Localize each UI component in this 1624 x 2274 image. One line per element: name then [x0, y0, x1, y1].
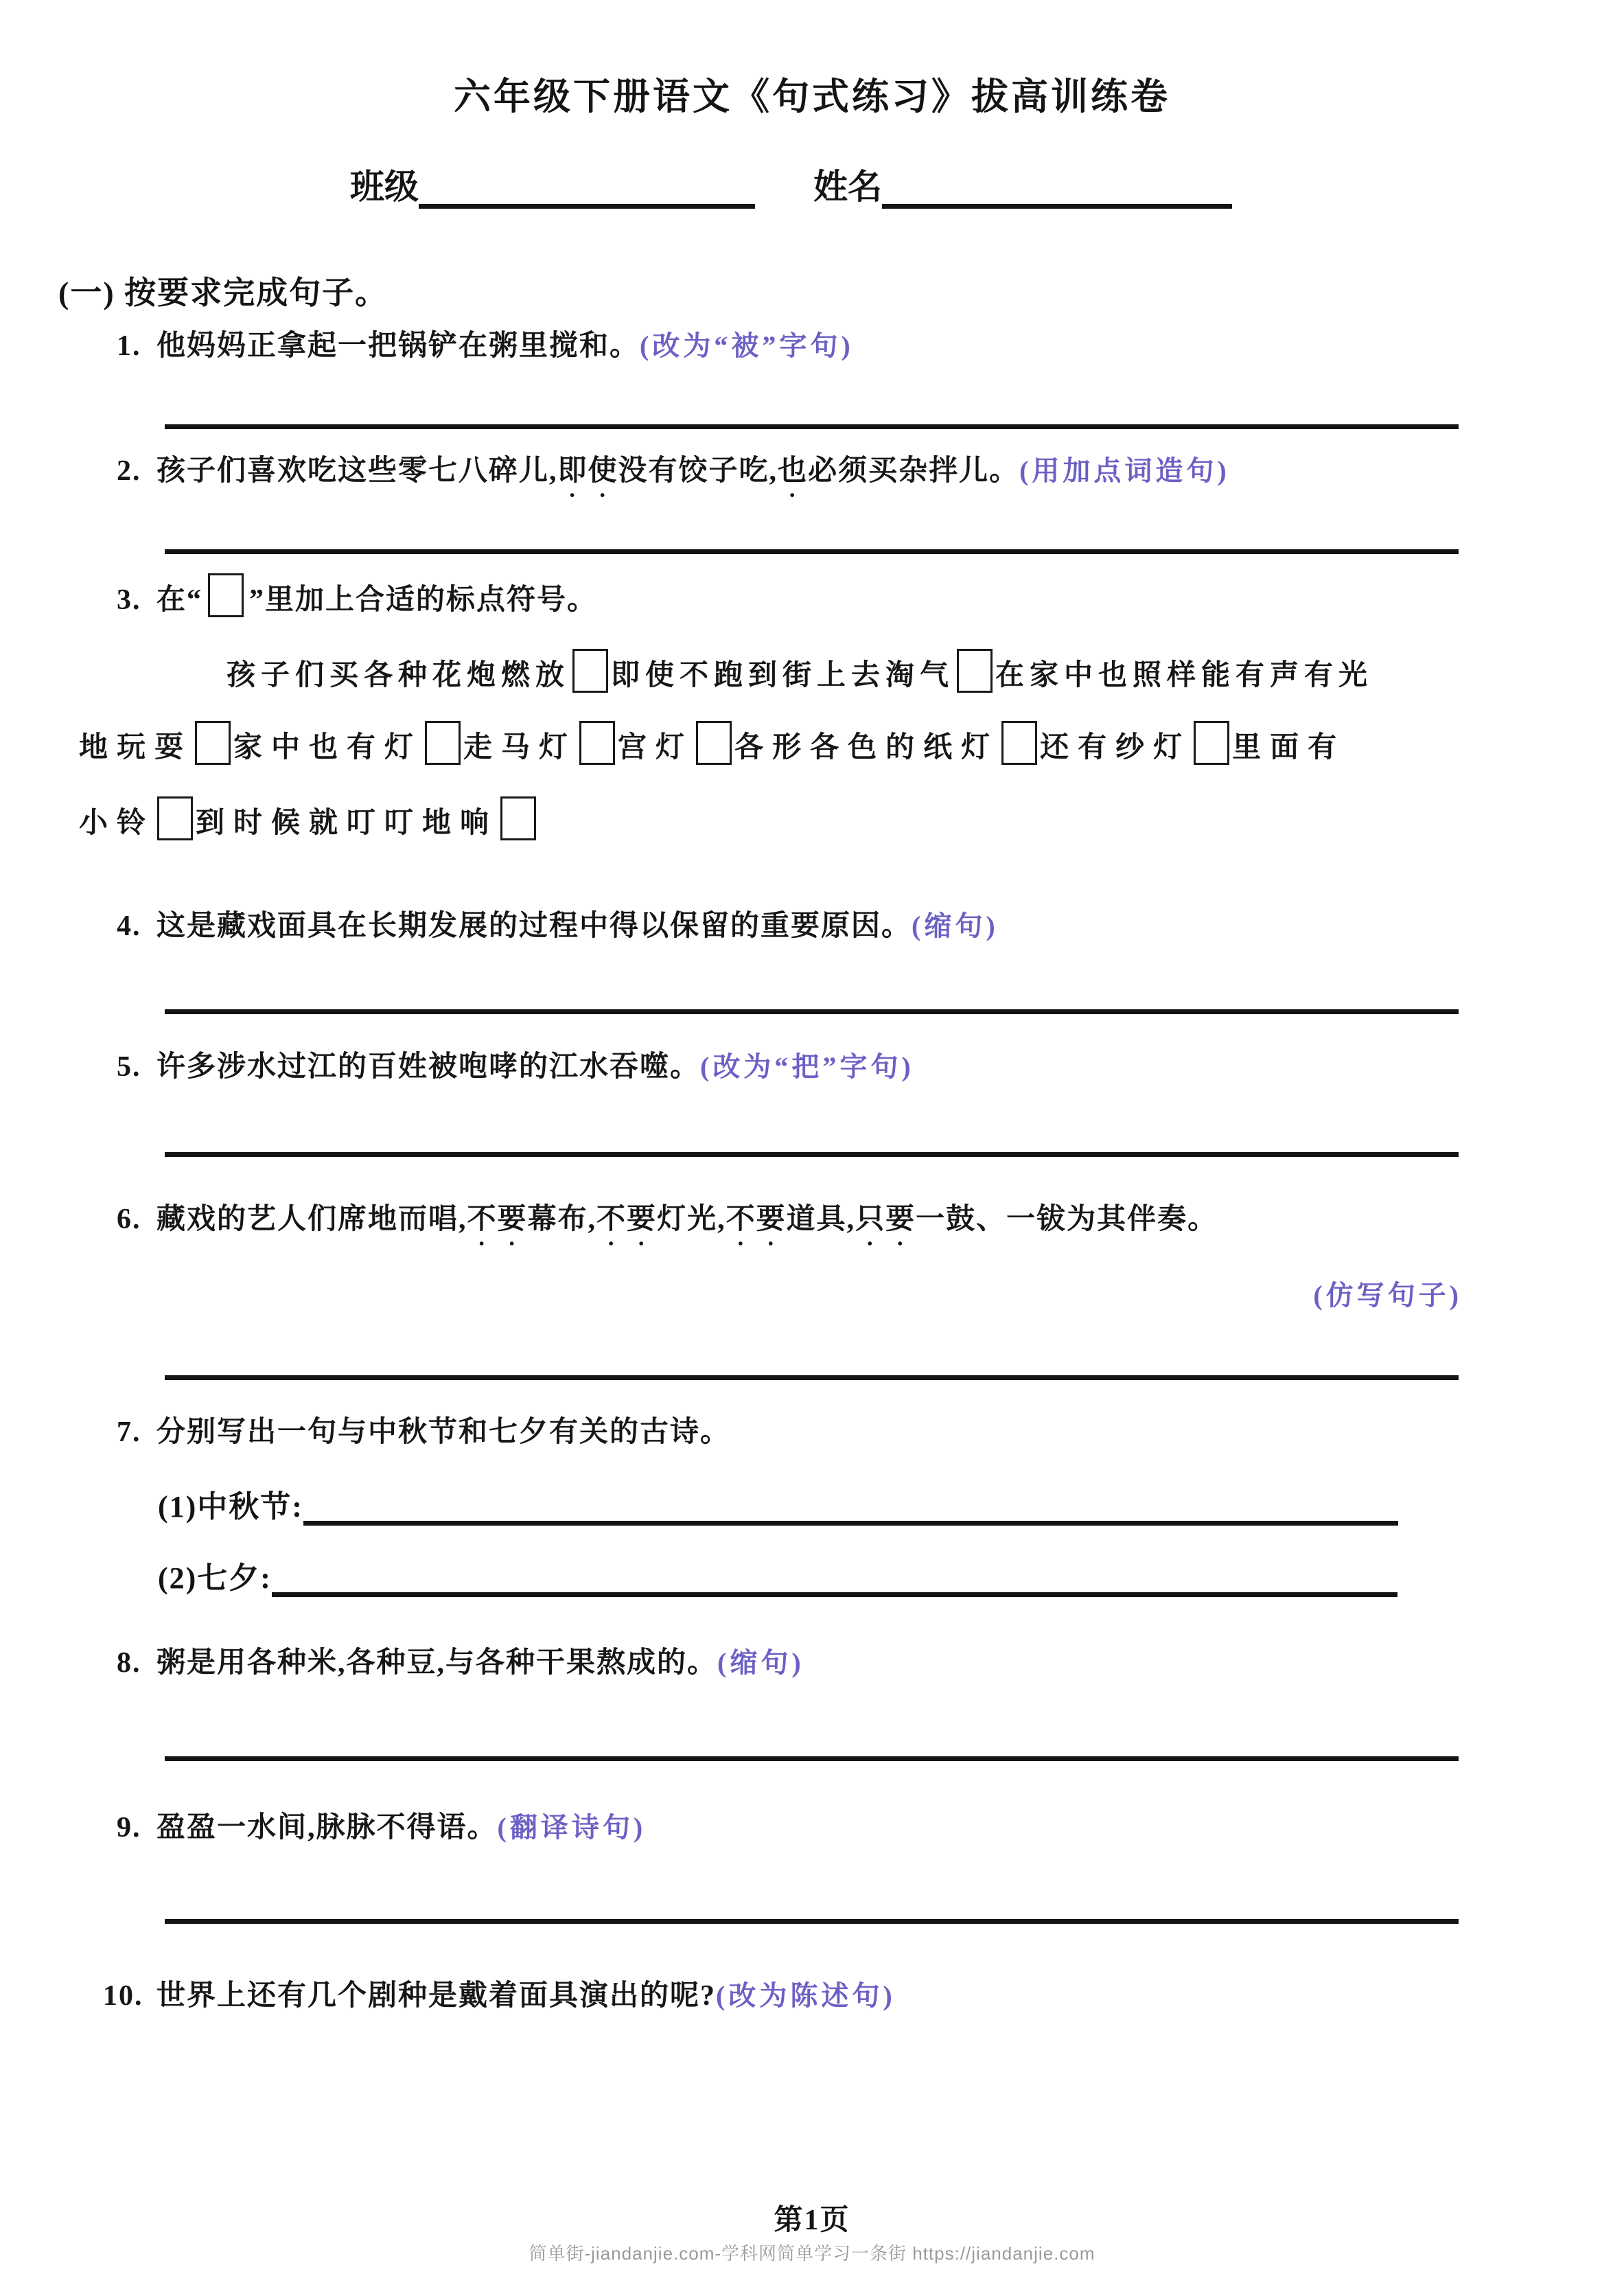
question-3-paragraph-line-2: 地玩耍 家中也有灯 走马灯 宫灯 各形各色的纸灯 还有纱灯 里面有 — [79, 721, 1345, 766]
question-7-number: 7. — [117, 1416, 141, 1448]
answer-line-2 — [165, 549, 1459, 554]
question-9-note: (翻译诗句) — [497, 1812, 647, 1843]
punctuation-box — [195, 721, 231, 765]
question-7-subitem-2 — [158, 1553, 1397, 1597]
punctuation-box — [696, 721, 732, 765]
question-10-note: (改为陈述句) — [716, 1980, 896, 2011]
answer-line-1 — [165, 424, 1459, 429]
footer-watermark: 简单街-jiandanjie.com-学科网简单学习一条街 https://jiandanjie.com — [529, 2243, 1095, 2264]
punctuation-box — [157, 796, 193, 840]
question-5-text: 许多涉水过江的百姓被咆哮的江水吞噬。 — [156, 1051, 701, 1083]
question-1-note: (改为“被”字句) — [640, 330, 854, 361]
question-3-paragraph-line-3: 小铃 到时候就叮叮地响 — [79, 796, 539, 841]
question-9-text: 盈盈一水间,脉脉不得语。 — [156, 1812, 498, 1844]
question-7-subitem-1-label: (1)中秋节: — [158, 1490, 303, 1524]
question-2-number: 2. — [117, 455, 141, 487]
question-1 — [117, 323, 854, 364]
name-blank-line — [882, 168, 1232, 209]
question-10-text: 世界上还有几个剧种是戴着面具演出的呢? — [156, 1980, 717, 2012]
question-7-text: 分别写出一句与中秋节和七夕有关的古诗。 — [156, 1416, 731, 1448]
question-8 — [117, 1640, 804, 1681]
question-9-number: 9. — [117, 1812, 141, 1844]
class-label: 班级 — [350, 168, 419, 206]
question-4-note: (缩句) — [912, 910, 999, 941]
question-10 — [103, 1973, 896, 2014]
question-4-number: 4. — [117, 910, 141, 942]
page-title: 六年级下册语文《句式练习》拔高训练卷 — [454, 76, 1170, 117]
question-7-subitem-1 — [158, 1482, 1398, 1526]
class-blank-line — [419, 168, 755, 209]
question-2-note: (用加点词造句) — [1019, 455, 1230, 486]
punctuation-box — [1001, 721, 1037, 765]
punctuation-box — [957, 649, 993, 693]
question-2-text: 孩子们喜欢吃这些零七八碎儿,即使没有饺子吃,也必须买杂拌儿。 — [156, 455, 1020, 487]
punctuation-box — [425, 721, 461, 765]
question-5-note: (改为“把”字句) — [700, 1051, 914, 1082]
punctuation-box — [579, 721, 615, 765]
question-3-paragraph-line-1: 孩子们买各种花炮燃放 即使不跑到街上去淘气 在家中也照样能有声有光 — [227, 649, 1373, 693]
name-label: 姓名 — [813, 168, 882, 206]
question-8-text: 粥是用各种米,各种豆,与各种干果熬成的。 — [156, 1647, 718, 1679]
punctuation-box — [572, 649, 608, 693]
question-9 — [117, 1804, 646, 1846]
question-4-text: 这是藏戏面具在长期发展的过程中得以保留的重要原因。 — [156, 910, 912, 942]
punctuation-box — [1194, 721, 1229, 765]
question-7-subitem-2-blank — [272, 1555, 1397, 1597]
question-3-text: 在“ ”里加上合适的标点符号。 — [156, 584, 597, 616]
class-name-row — [350, 159, 1232, 209]
punctuation-box — [500, 796, 536, 840]
question-7-subitem-1-blank — [303, 1484, 1398, 1526]
question-5-number: 5. — [117, 1051, 141, 1083]
question-5 — [117, 1044, 914, 1085]
question-8-note: (缩句) — [717, 1647, 804, 1678]
answer-line-5 — [165, 1375, 1459, 1380]
section-heading: (一) 按要求完成句子。 — [58, 275, 388, 310]
question-7-subitem-2-label: (2)七夕: — [158, 1561, 272, 1595]
question-3 — [117, 573, 597, 618]
question-1-text: 他妈妈正拿起一把锅铲在粥里搅和。 — [156, 330, 640, 362]
question-10-number: 10. — [103, 1980, 143, 2012]
question-1-number: 1. — [117, 330, 141, 362]
question-7 — [117, 1409, 730, 1450]
question-4 — [117, 903, 999, 944]
answer-line-3 — [165, 1009, 1459, 1014]
punctuation-box — [208, 573, 244, 617]
question-6-text: 藏戏的艺人们席地而唱,不要幕布,不要灯光,不要道具,只要一鼓、一钹为其伴奏。 — [156, 1204, 1218, 1235]
question-8-number: 8. — [117, 1647, 141, 1679]
question-3-number: 3. — [117, 584, 141, 616]
question-6-note: (仿写句子) — [1313, 1280, 1462, 1311]
page-number: 第1页 — [774, 2205, 850, 2236]
answer-line-6 — [165, 1756, 1459, 1761]
question-6-number: 6. — [117, 1204, 141, 1235]
question-2 — [117, 448, 1230, 503]
question-6 — [117, 1196, 1218, 1252]
answer-line-7 — [165, 1919, 1459, 1924]
answer-line-4 — [165, 1152, 1459, 1157]
